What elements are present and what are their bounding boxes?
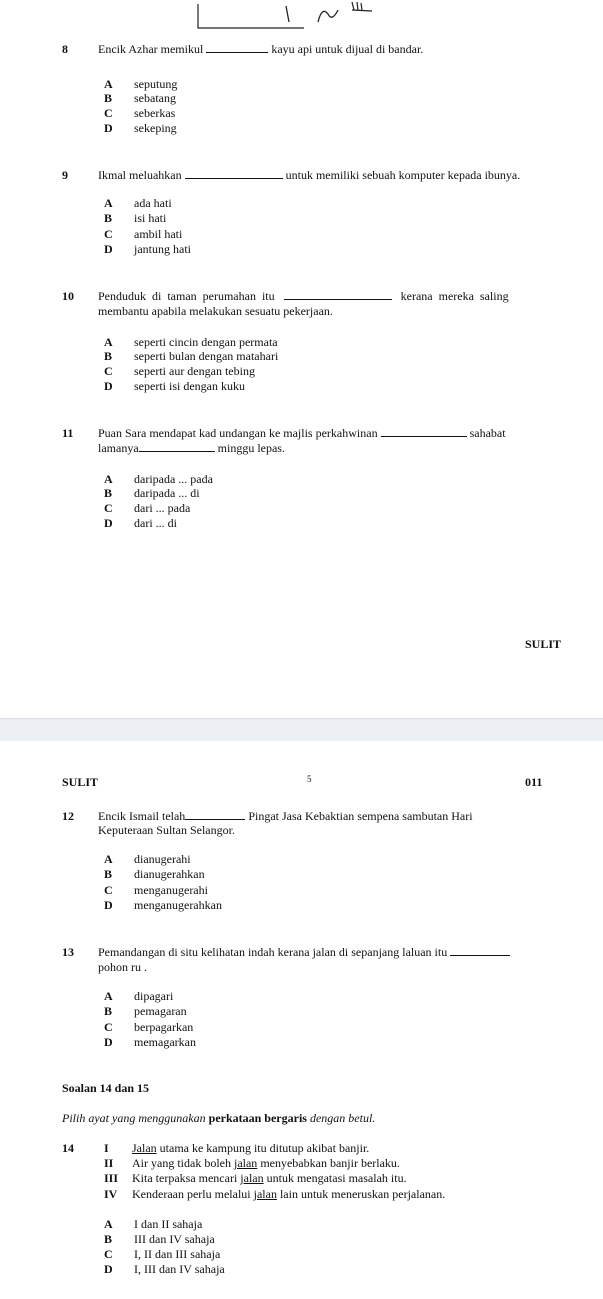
question-text-line2: Keputeraan Sultan Selangor. xyxy=(98,823,235,837)
question-number: 12 xyxy=(62,809,74,823)
option-c[interactable]: C seberkas xyxy=(104,106,176,120)
option-d[interactable]: D menganugerahkan xyxy=(104,898,222,912)
question-text: Encik Ismail telah Pingat Jasa Kebaktian sempena sambutan Hari xyxy=(98,809,473,823)
question-text: Pemandangan di situ kelihatan indah kerana jalan di sepanjang laluan itu xyxy=(98,945,560,959)
option-a[interactable]: A seperti cincin dengan permata xyxy=(104,335,278,349)
option-d[interactable]: D seperti isi dengan kuku xyxy=(104,379,245,393)
option-b[interactable]: B dianugerahkan xyxy=(104,867,205,881)
instruction-text: Pilih ayat yang menggunakan perkataan bergaris dengan betul. xyxy=(62,1111,376,1125)
option-c[interactable]: C menganugerahi xyxy=(104,883,208,897)
answer-blank xyxy=(284,289,392,300)
option-b[interactable]: B pemagaran xyxy=(104,1004,187,1018)
question-text-line2: membantu apabila melakukan sesuatu pekerjaan. xyxy=(98,304,333,318)
page-number: 5 xyxy=(307,774,312,784)
answer-blank xyxy=(206,42,268,53)
question-number: 13 xyxy=(62,945,74,959)
question-number: 8 xyxy=(62,42,68,56)
option-b[interactable]: B sebatang xyxy=(104,91,176,105)
option-b[interactable]: B seperti bulan dengan matahari xyxy=(104,349,279,363)
option-c[interactable]: C berpagarkan xyxy=(104,1020,194,1034)
question-number: 10 xyxy=(62,289,74,303)
option-d[interactable]: D memagarkan xyxy=(104,1035,196,1049)
question-number: 14 xyxy=(62,1141,74,1155)
option-b[interactable]: B III dan IV sahaja xyxy=(104,1232,215,1246)
option-a[interactable]: A dianugerahi xyxy=(104,852,191,866)
top-scribble-graphic xyxy=(0,0,603,30)
question-text: Encik Azhar memikul kayu api untuk dijual di bandar. xyxy=(98,42,424,56)
section-title: Soalan 14 dan 15 xyxy=(62,1081,150,1095)
question-text-line2: lamanya minggu lepas. xyxy=(98,441,285,455)
answer-blank xyxy=(381,426,467,437)
statement-iv: IV Kenderaan perlu melalui jalan lain untuk meneruskan perjalanan. xyxy=(104,1187,446,1201)
question-text: Penduduk di taman perumahan itu kerana mereka saling xyxy=(98,289,509,303)
option-b[interactable]: B isi hati xyxy=(104,211,167,225)
question-text: Ikmal meluahkan untuk memiliki sebuah komputer kepada ibunya. xyxy=(98,168,521,182)
option-d[interactable]: D jantung hati xyxy=(104,242,191,256)
statement-i: I Jalan utama ke kampung itu ditutup akibat banjir. xyxy=(104,1141,370,1155)
option-a[interactable]: A daripada ... pada xyxy=(104,472,213,486)
option-d[interactable]: D dari ... di xyxy=(104,516,177,530)
question-text-line2: pohon ru . xyxy=(98,960,147,974)
page-separator xyxy=(0,718,603,742)
option-b[interactable]: B daripada ... di xyxy=(104,486,200,500)
option-a[interactable]: A ada hati xyxy=(104,196,172,210)
option-d[interactable]: D I, III dan IV sahaja xyxy=(104,1262,225,1276)
option-a[interactable]: A I dan II sahaja xyxy=(104,1217,203,1231)
statement-ii: II Air yang tidak boleh jalan menyebabkan banjir berlaku. xyxy=(104,1156,400,1170)
option-c[interactable]: C I, II dan III sahaja xyxy=(104,1247,221,1261)
page-2 xyxy=(0,741,603,1299)
question-number: 11 xyxy=(62,426,74,440)
option-c[interactable]: C ambil hati xyxy=(104,227,183,241)
statement-iii: III Kita terpaksa mencari jalan untuk mengatasi masalah itu. xyxy=(104,1171,407,1185)
option-a[interactable]: A dipagari xyxy=(104,989,174,1003)
option-c[interactable]: C seperti aur dengan tebing xyxy=(104,364,255,378)
option-c[interactable]: C dari ... pada xyxy=(104,501,191,515)
option-d[interactable]: D sekeping xyxy=(104,121,177,135)
page-footer-sulit: SULIT xyxy=(525,637,562,651)
answer-blank xyxy=(450,945,510,956)
header-code: 011 xyxy=(525,775,543,789)
header-sulit: SULIT xyxy=(62,775,99,789)
option-a[interactable]: A seputung xyxy=(104,77,178,91)
answer-blank xyxy=(139,441,215,452)
answer-blank xyxy=(185,809,245,820)
question-number: 9 xyxy=(62,168,68,182)
question-text: Puan Sara mendapat kad undangan ke majlis perkahwinan sahabat xyxy=(98,426,506,440)
answer-blank xyxy=(185,168,283,179)
